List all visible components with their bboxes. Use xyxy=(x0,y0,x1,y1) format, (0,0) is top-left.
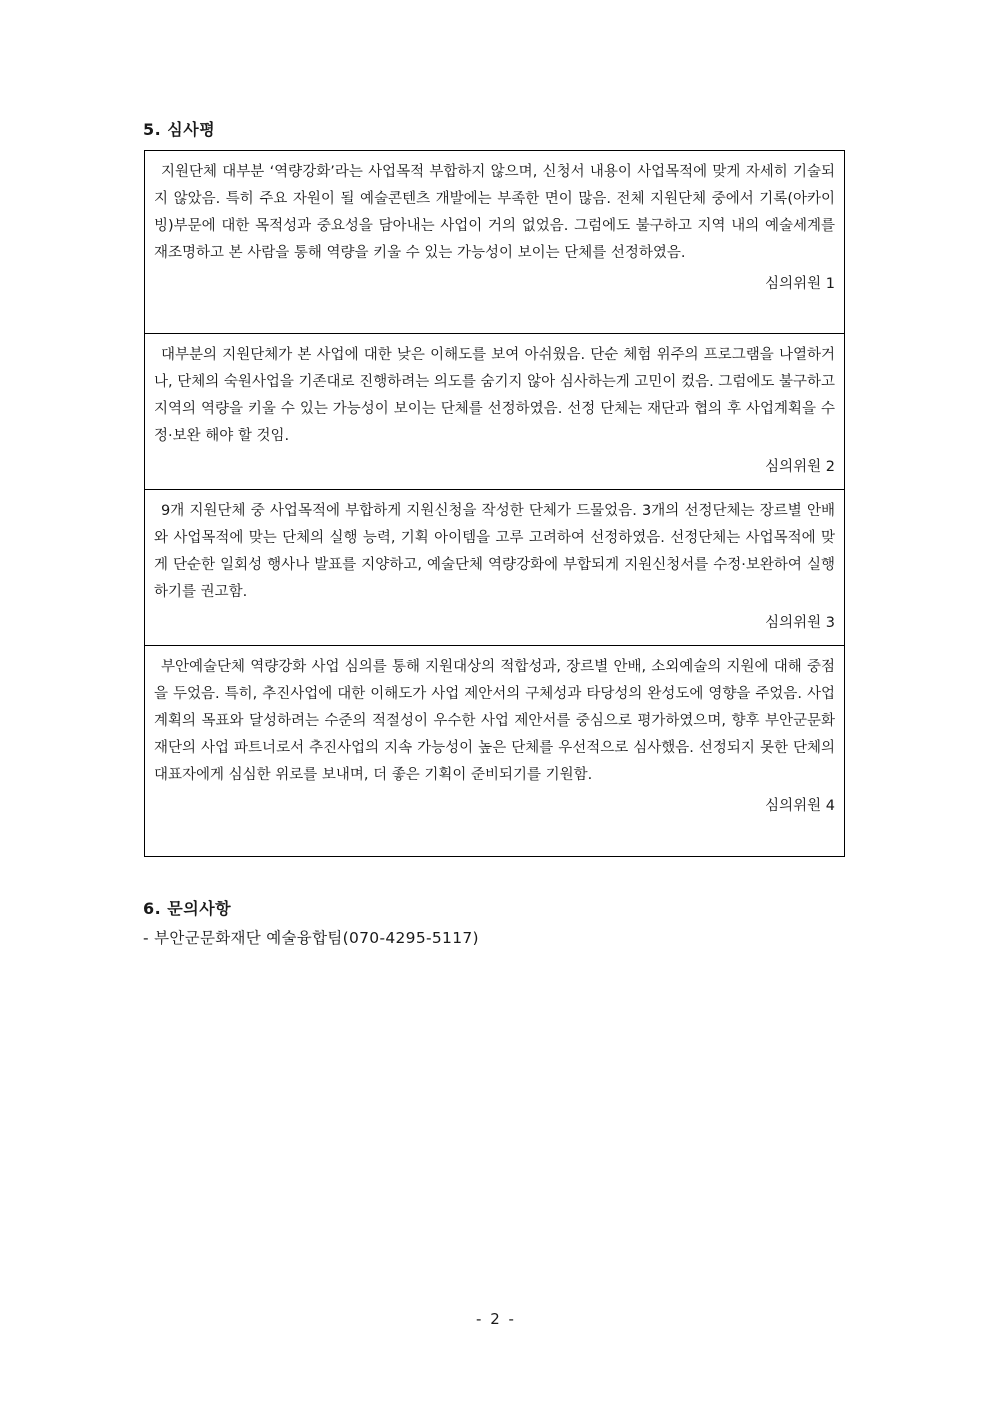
reviewer-label: 심의위원 3 xyxy=(765,615,835,631)
reviewer-label: 심의위원 1 xyxy=(765,276,835,292)
section-title-inquiry: 6. 문의사항 xyxy=(143,899,232,918)
review-table xyxy=(144,150,845,857)
contact-info: - 부안군문화재단 예술융합팀(070-4295-5117) xyxy=(143,929,479,947)
review-cell xyxy=(145,151,844,334)
reviewer-label: 심의위원 2 xyxy=(765,459,835,475)
section-title-review: 5. 심사평 xyxy=(143,120,216,139)
review-text: 부안예술단체 역량강화 사업 심의를 통해 지원대상의 적합성과, 장르별 안배, 소외예술의 지원에 대해 중점을 두었음. 특히, 추진사업에 대한 이해도가 사업 제안서의 구체성과 타당성의 완성도에 영향을 주었음. 사업계획의 목표와 달성하려는 수준의 적절성이 우수한 사업 제안서를 중심으로 평가하였으며, 향후 부안군문화재단의 사업 파트너로서 추진사업의 지속 가능성이 높은 단체를 우선적으로 심사했음. 선정되지 못한 단체의 대표자에게 심심한 위로를 보내며, 더 좋은 기획이 준비되기를 기원함. xyxy=(154,659,835,783)
review-text: 지원단체 대부분 ‘역량강화’라는 사업목적 부합하지 않으며, 신청서 내용이 사업목적에 맞게 자세히 기술되지 않았음. 특히 주요 자원이 될 예술콘텐츠 개발에는 부족한 면이 많음. 전체 지원단체 중에서 기록(아카이빙)부문에 대한 목적성과 중요성을 담아내는 사업이 거의 없었음. 그럼에도 불구하고 지역 내의 예술세계를 재조명하고 본 사람을 통해 역량을 키울 수 있는 가능성이 보이는 단체를 선정하였음. xyxy=(154,164,835,261)
review-text: 9개 지원단체 중 사업목적에 부합하게 지원신청을 작성한 단체가 드물었음. 3개의 선정단체는 장르별 안배와 사업목적에 맞는 단체의 실행 능력, 기획 아이템을 고루 고려하여 선정하였음. 선정단체는 사업목적에 맞게 단순한 일회성 행사나 발표를 지양하고, 예술단체 역량강화에 부합되게 지원신청서를 수정·보완하여 실행하기를 권고함. xyxy=(154,503,835,600)
review-text: 대부분의 지원단체가 본 사업에 대한 낮은 이해도를 보여 아쉬웠음. 단순 체험 위주의 프로그램을 나열하거나, 단체의 숙원사업을 기존대로 진행하려는 의도를 숨기지 않아 심사하는게 고민이 컸음. 그럼에도 불구하고 지역의 역량을 키울 수 있는 가능성이 보이는 단체를 선정하였음. 선정 단체는 재단과 협의 후 사업계획을 수정·보완 해야 할 것임. xyxy=(154,347,835,444)
reviewer-label: 심의위원 4 xyxy=(765,798,835,814)
review-cell xyxy=(145,490,844,646)
page-number: - 2 - xyxy=(476,1310,516,1328)
review-cell xyxy=(145,646,844,856)
review-cell xyxy=(145,334,844,490)
